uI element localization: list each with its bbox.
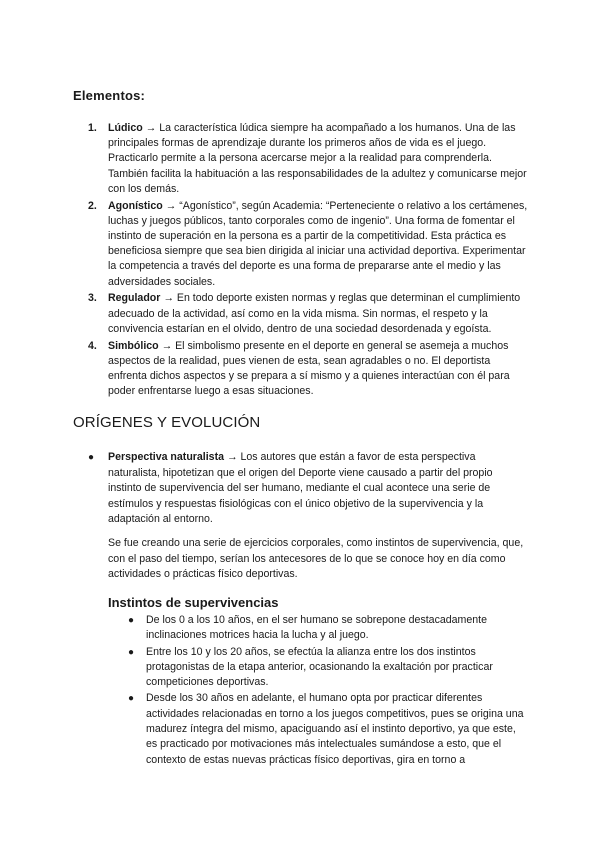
item-term: Simbólico (108, 339, 159, 352)
list-number: 3. (88, 292, 97, 305)
arrow: → (142, 122, 160, 134)
section-heading-elementos: Elementos: (73, 88, 146, 103)
item-text: En todo deporte existen normas y reglas que determinan el cumplimiento adecuado de la actividad, así como en la vida misma. Sin normas, el respeto y la convivencia estarían en el olvido, dentro de una sociedad desordenada y egoísta. (108, 292, 521, 335)
item-text: Desde los 30 años en adelante, el humano opta por practicar diferentes actividades relacionadas en torno a los juegos competitivos, pues se origina una madurez íntegra del mismo, apaciguando así el instinto deportivo, ya que este, es practicado por motivaciones más intelectuales sumándose a esto, que el contexto de estas nuevas prácticas físico deportivas, gira en torno a (146, 692, 524, 766)
instintos-list (128, 613, 528, 769)
subheading-instintos: Instintos de supervivencias (108, 595, 279, 610)
list-item (88, 339, 530, 400)
list-number: 1. (88, 122, 97, 134)
list-number: 4. (88, 339, 97, 352)
list-item (88, 291, 530, 337)
list-item (128, 691, 528, 767)
item-text: Entre los 10 y los 20 años, se efectúa la alianza entre los dos instintos protagonistas de la etapa anterior, ocasionando la exaltación por practicar competiciones deportivas. (146, 645, 493, 689)
bullet-item-naturalista (88, 450, 528, 528)
elements-list (88, 121, 530, 401)
section-heading-origenes: ORÍGENES Y EVOLUCIÓN (73, 414, 261, 431)
item-term: Agonístico (108, 199, 163, 212)
arrow: → (158, 339, 176, 352)
item-text: De los 0 a los 10 años, en el ser humano se sobrepone destacadamente inclinaciones motrices hacia la lucha y al juego. (146, 614, 487, 642)
item-text: “Agonístico”, según Academia: “Perteneciente o relativo a los certámenes, luchas y juegos públicos, tanto corporales como de ingenio”. Una forma de fomentar el instinto de superación en la persona es a partir de la competitividad. Esta práctica es beneficiosa siempre que sea bien dirigida al iniciar una actividad deportiva. Experimentar la competencia a través del deporte es una forma de prepararse ante el medio y las adversidades sociales. (108, 199, 528, 288)
arrow: → (162, 199, 180, 212)
list-item (88, 199, 530, 290)
bullet-marker: ● (128, 693, 135, 705)
arrow: → (224, 451, 241, 463)
list-number: 2. (88, 199, 97, 212)
bullet-text: Los autores que están a favor de esta perspectiva naturalista, hipotetizan que el origen del Deporte viene causado a partir del propio instinto de supervivencia del ser humano, mediante el cual acontece una serie de estímulos y respuestas fisiológicas con el único objetivo de la supervivencia y la adaptación al entorno. (108, 451, 493, 526)
list-item (88, 121, 530, 197)
bullet-marker: ● (128, 615, 135, 626)
item-text: La característica lúdica siempre ha acompañado a los humanos. Una de las principales formas de aprendizaje durante los primeros años de vida es el juego. Practicarlo permite a la persona acercarse mejor a la realidad para comprenderla. También facilita la habituación a las responsabilidades de la adultez y comunicarse mejor con los demás. (108, 122, 527, 195)
bullet-term: Perspectiva naturalista (108, 451, 224, 463)
bullet-marker: ● (128, 646, 135, 658)
list-item (128, 645, 528, 691)
item-term: Lúdico (108, 122, 143, 134)
paragraph-ejercicios: Se fue creando una serie de ejercicios corporales, como instintos de supervivencia, que, con el paso del tiempo, serían los antecesores de lo que se conoce hoy en día como actividades o prácticas físico deportivas. (108, 537, 524, 581)
item-term: Regulador (108, 292, 161, 305)
list-item (128, 613, 528, 644)
bullet-marker: ● (88, 452, 95, 463)
item-text: El simbolismo presente en el deporte en general se asemeja a muchos aspectos de la realidad, pues vienen de esta, sean agradables o no. El deportista enfrenta dichos aspectos y se prepara a sí mismo y a quienes interactúan con él para poder enfrentarse luego a esas situaciones. (108, 339, 510, 398)
arrow: → (160, 292, 177, 305)
